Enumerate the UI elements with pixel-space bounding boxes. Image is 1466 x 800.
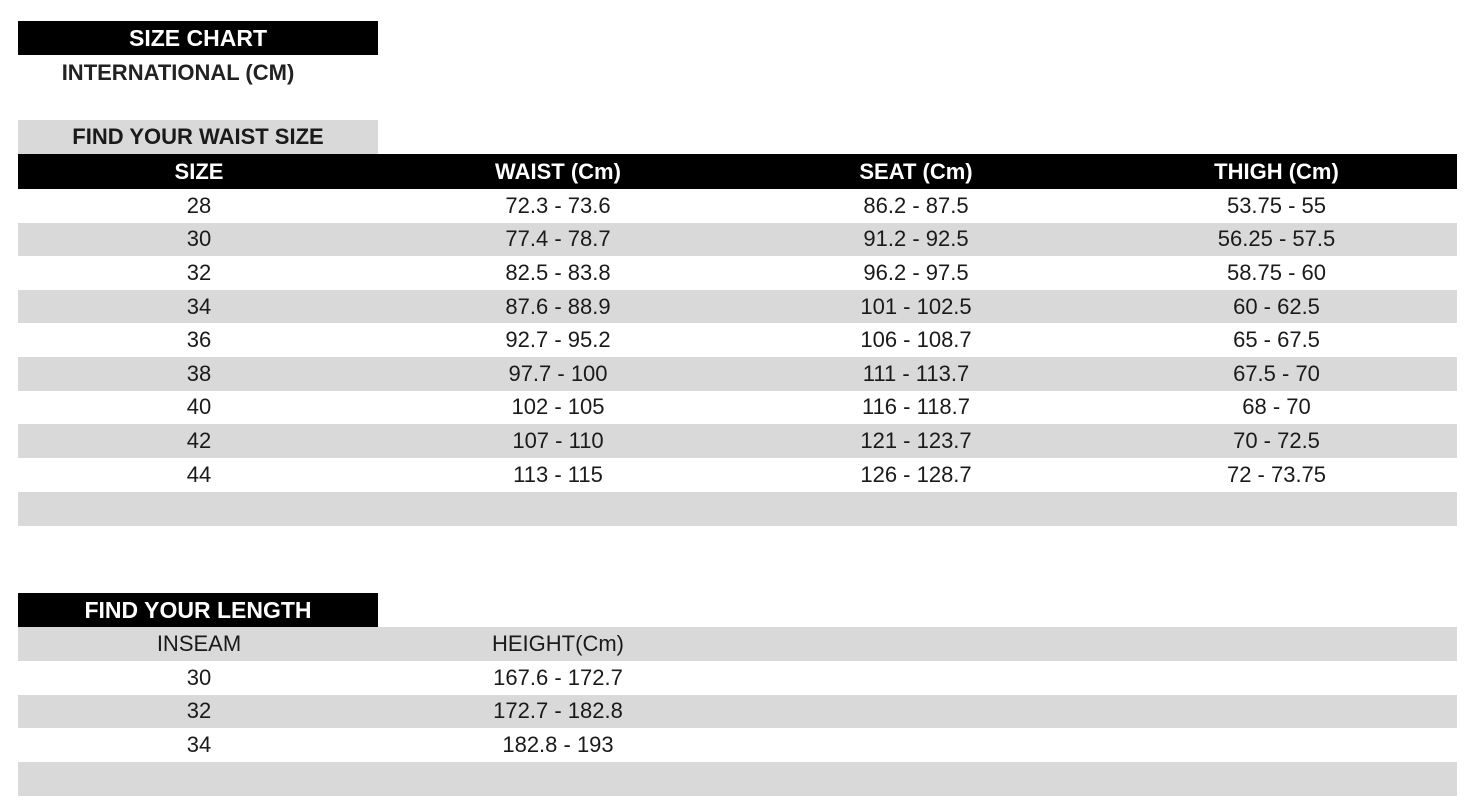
inseam-cell: 30 — [186, 664, 212, 690]
table-row — [18, 223, 1457, 257]
table-row — [18, 458, 1457, 492]
size-chart-title — [18, 21, 378, 55]
height-cell: 167.6 - 172.7 — [493, 664, 623, 690]
size-cell: 40 — [186, 394, 212, 420]
waist-cell: 113 - 115 — [513, 461, 603, 487]
column-header-waist: WAIST (Cm) — [380, 154, 736, 189]
waist-cell: 102 - 105 — [511, 394, 605, 420]
waist-size-table — [18, 154, 1457, 491]
thigh-cell: 72 - 73.75 — [1226, 461, 1327, 487]
seat-cell: 121 - 123.7 — [736, 424, 1096, 458]
length-section-label-text: FIND YOUR LENGTH — [84, 596, 312, 623]
length-section-label — [18, 593, 378, 627]
seat-cell: 101 - 102.5 — [736, 290, 1096, 324]
column-header-inseam: INSEAM — [18, 627, 380, 661]
waist-cell: 87.6 - 88.9 — [380, 290, 736, 324]
waist-cell: 82.5 - 83.8 — [505, 259, 611, 285]
table-row — [18, 424, 1457, 458]
table-row — [18, 323, 1457, 357]
waist-cell: 72.3 - 73.6 — [505, 192, 611, 218]
waist-cell: 92.7 - 95.2 — [505, 327, 611, 353]
header-spacer — [736, 627, 1457, 661]
thigh-cell: 68 - 70 — [1242, 394, 1311, 420]
length-table-blank-row — [18, 762, 1457, 796]
length-table — [18, 627, 1457, 762]
table-row — [18, 189, 1457, 223]
thigh-cell: 60 - 62.5 — [1096, 290, 1457, 324]
column-header-seat: SEAT (Cm) — [736, 154, 1096, 189]
waist-section-label: FIND YOUR WAIST SIZE — [18, 120, 378, 154]
table-row — [18, 661, 1457, 695]
inseam-cell: 32 — [18, 695, 380, 729]
height-cell: 182.8 - 193 — [502, 731, 614, 757]
size-cell: 36 — [186, 327, 212, 353]
seat-cell: 106 - 108.7 — [860, 327, 972, 353]
height-cell: 172.7 - 182.8 — [380, 695, 736, 729]
size-cell: 42 — [18, 424, 380, 458]
table-row — [18, 256, 1457, 290]
seat-cell: 111 - 113.7 — [736, 357, 1096, 391]
table-row — [18, 728, 1457, 762]
size-cell: 28 — [186, 192, 212, 218]
thigh-cell: 53.75 - 55 — [1226, 192, 1327, 218]
column-header-height: HEIGHT(Cm) — [380, 627, 736, 661]
waist-cell: 97.7 - 100 — [380, 357, 736, 391]
waist-cell: 107 - 110 — [380, 424, 736, 458]
table-row — [18, 357, 1457, 391]
table-row — [18, 391, 1457, 425]
waist-cell: 77.4 - 78.7 — [380, 223, 736, 257]
length-table-header-row — [18, 627, 1457, 661]
size-chart-subtitle: INTERNATIONAL (CM) — [61, 60, 295, 85]
column-header-size: SIZE — [18, 154, 380, 189]
row-spacer — [736, 695, 1457, 729]
seat-cell: 91.2 - 92.5 — [736, 223, 1096, 257]
waist-table-blank-row — [18, 492, 1457, 526]
size-cell: 44 — [186, 461, 212, 487]
thigh-cell: 56.25 - 57.5 — [1096, 223, 1457, 257]
inseam-cell: 34 — [186, 731, 212, 757]
seat-cell: 96.2 - 97.5 — [863, 259, 969, 285]
size-cell: 30 — [18, 223, 380, 257]
column-header-thigh: THIGH (Cm) — [1096, 154, 1457, 189]
thigh-cell: 67.5 - 70 — [1096, 357, 1457, 391]
seat-cell: 126 - 128.7 — [860, 461, 972, 487]
thigh-cell: 65 - 67.5 — [1233, 327, 1320, 353]
thigh-cell: 70 - 72.5 — [1096, 424, 1457, 458]
seat-cell: 116 - 118.7 — [861, 394, 971, 420]
table-row — [18, 290, 1457, 324]
waist-table-header-row — [18, 154, 1457, 189]
size-cell: 32 — [186, 259, 212, 285]
row-spacer — [736, 661, 1457, 695]
size-chart-title-text: SIZE CHART — [129, 24, 267, 51]
size-cell: 38 — [18, 357, 380, 391]
table-row — [18, 695, 1457, 729]
thigh-cell: 58.75 - 60 — [1226, 259, 1327, 285]
row-spacer — [736, 728, 1457, 762]
size-cell: 34 — [18, 290, 380, 324]
seat-cell: 86.2 - 87.5 — [863, 192, 969, 218]
